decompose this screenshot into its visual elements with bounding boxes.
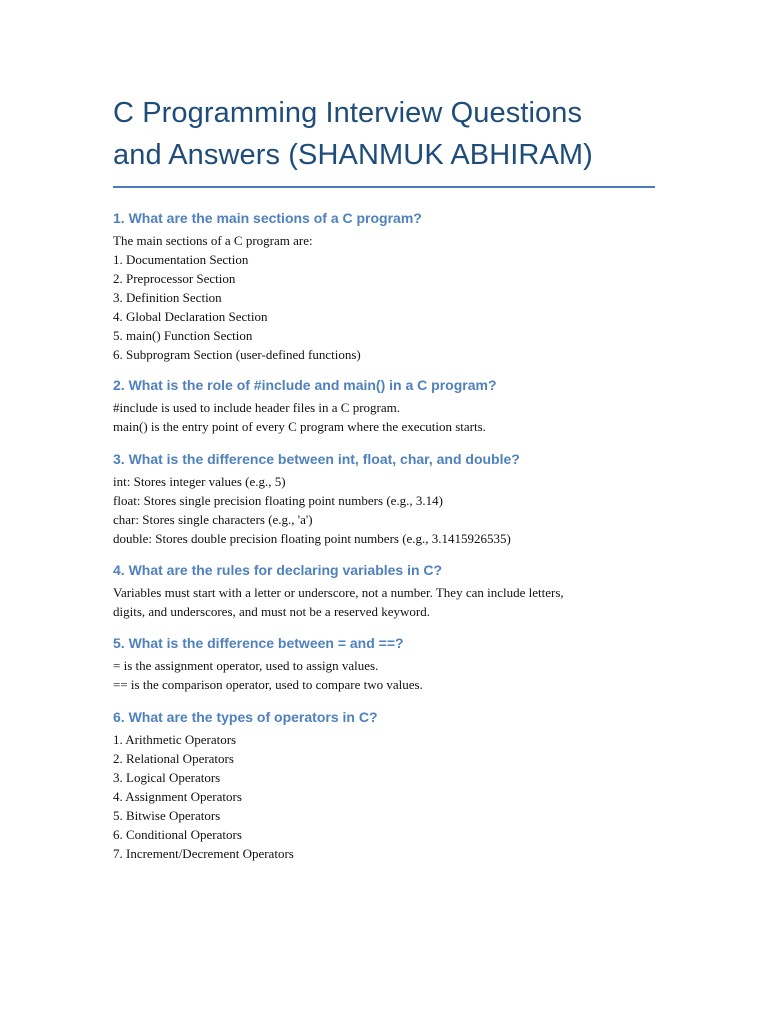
answer-line: 5. main() Function Section	[113, 328, 253, 343]
answer-line: 5. Bitwise Operators	[113, 808, 221, 823]
qa-section	[113, 708, 655, 863]
answer-line: main() is the entry point of every C program where the execution starts.	[113, 419, 486, 434]
title-divider	[113, 186, 655, 188]
answer-line: The main sections of a C program are:	[113, 233, 313, 248]
title-line-1: C Programming Interview Questions	[113, 97, 583, 129]
answer-line: 3. Logical Operators	[113, 770, 221, 785]
answer-line: 1. Arithmetic Operators	[113, 732, 237, 747]
qa-section	[113, 561, 655, 621]
answer-text	[113, 656, 655, 694]
answer-line: #include is used to include header files in a C program.	[113, 400, 401, 415]
answer-line: == is the comparison operator, used to compare two values.	[113, 677, 423, 692]
question-heading: 5. What is the difference between = and ==?	[113, 635, 404, 651]
answer-line: char: Stores single characters (e.g., 'a')	[113, 512, 313, 527]
answer-line: double: Stores double precision floating point numbers (e.g., 3.1415926535)	[113, 531, 511, 546]
question-heading: 4. What are the rules for declaring variables in C?	[113, 562, 443, 578]
question-heading: 6. What are the types of operators in C?	[113, 709, 378, 725]
question-heading: 3. What is the difference between int, float, char, and double?	[113, 451, 520, 467]
answer-line: 6. Conditional Operators	[113, 827, 242, 842]
answer-text	[113, 583, 655, 621]
answer-line: digits, and underscores, and must not be a reserved keyword.	[113, 604, 430, 619]
answer-text	[113, 730, 655, 863]
qa-section	[113, 376, 655, 436]
question-heading: 1. What are the main sections of a C program?	[113, 210, 422, 226]
answer-text	[113, 231, 655, 364]
answer-text	[113, 472, 655, 548]
answer-line: 3. Definition Section	[113, 290, 222, 305]
answer-line: Variables must start with a letter or underscore, not a number. They can include letters,	[113, 585, 564, 600]
document-page	[113, 92, 655, 863]
answer-line: 6. Subprogram Section (user-defined functions)	[113, 347, 361, 362]
answer-text	[113, 398, 655, 436]
qa-section	[113, 634, 655, 694]
answer-line: 2. Relational Operators	[113, 751, 234, 766]
answer-line: 4. Global Declaration Section	[113, 309, 268, 324]
question-heading: 2. What is the role of #include and main() in a C program?	[113, 377, 497, 393]
answer-line: int: Stores integer values (e.g., 5)	[113, 474, 286, 489]
qa-section	[113, 209, 655, 364]
title-line-2: and Answers (SHANMUK ABHIRAM)	[113, 139, 593, 171]
document-title	[113, 92, 655, 176]
answer-line: float: Stores single precision floating point numbers (e.g., 3.14)	[113, 493, 443, 508]
qa-section	[113, 450, 655, 548]
answer-line: 7. Increment/Decrement Operators	[113, 846, 294, 861]
answer-line: 4. Assignment Operators	[113, 789, 242, 804]
answer-line: = is the assignment operator, used to assign values.	[113, 658, 379, 673]
answer-line: 2. Preprocessor Section	[113, 271, 236, 286]
answer-line: 1. Documentation Section	[113, 252, 249, 267]
qa-sections	[113, 209, 655, 863]
